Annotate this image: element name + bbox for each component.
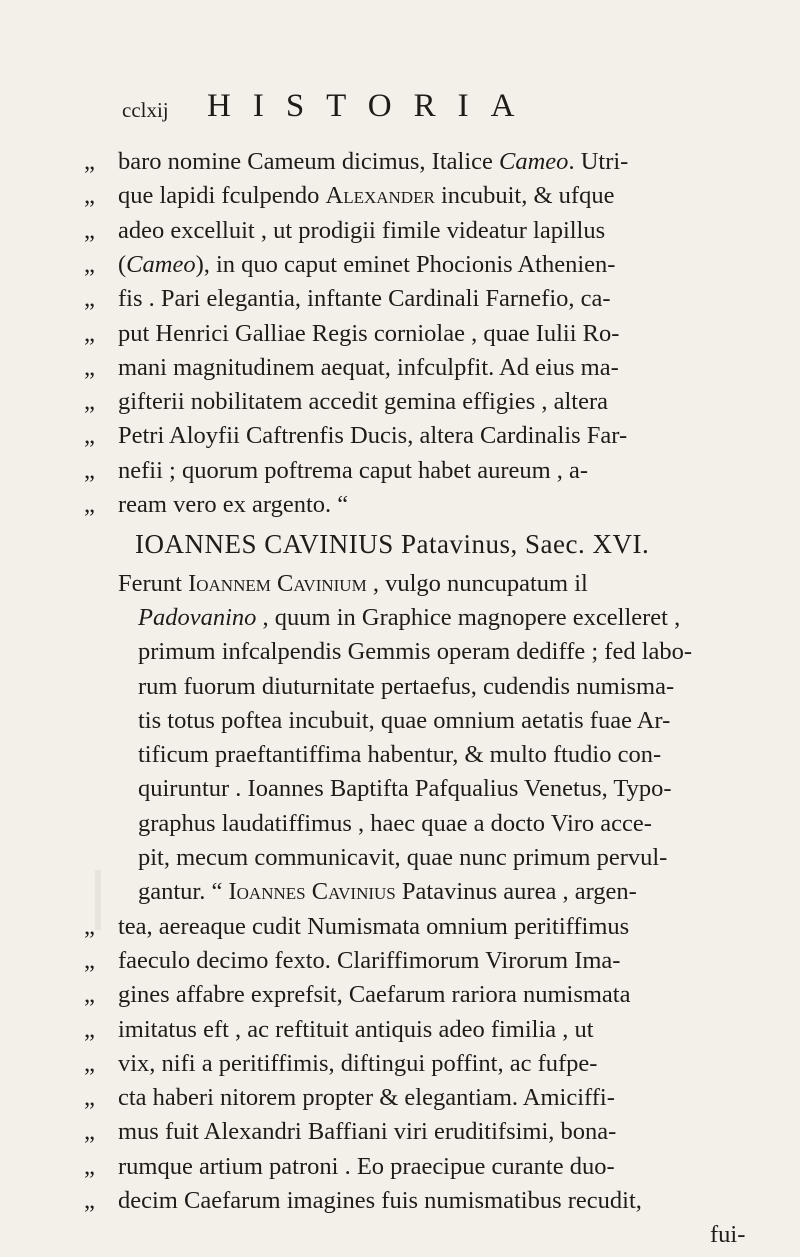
text-run: tificum praeftantiffima habentur, & multo ftudio con- <box>138 741 662 769</box>
text-run: fui- <box>710 1221 746 1249</box>
quoted-line <box>0 1013 594 1046</box>
quote-mark: „ <box>84 285 95 313</box>
page-number: cclxij <box>122 98 169 122</box>
text-line <box>0 704 670 737</box>
text-run: graphus laudatiffimus , haec quae a docto Viro acce- <box>138 809 652 837</box>
section-heading <box>0 528 649 561</box>
text-run: . Utri- <box>568 148 629 175</box>
quote-mark: „ <box>84 422 95 450</box>
text-run: Petri Aloyfii Caftrenfis Ducis, altera Cardinalis Far- <box>118 422 628 450</box>
text-run: mani magnitudinem aequat, infculpfit. Ad eius ma- <box>118 353 619 381</box>
quoted-line <box>0 910 629 943</box>
text-run: put Henrici Galliae Regis corniolae , quae Iulii Ro- <box>118 319 620 347</box>
text-line <box>0 841 667 874</box>
text-run: rumque artium patroni . Eo praecipue curante duo- <box>118 1152 615 1180</box>
quote-mark: „ <box>84 319 95 347</box>
text-run: ream vero ex argento. “ <box>118 491 349 518</box>
quote-mark: „ <box>84 981 95 1009</box>
quoted-line <box>0 351 619 384</box>
quote-mark: „ <box>84 912 95 940</box>
text-line <box>0 738 661 771</box>
text-run: IOANNES CAVINIUS Patavinus, Saec. XVI. <box>135 529 650 560</box>
text-run: Patavinus aurea , argen- <box>395 878 637 906</box>
quoted-line <box>0 419 627 452</box>
quoted-line <box>0 1081 615 1114</box>
text-run: tea, aereaque cudit Numismata omnium peritiffimus <box>118 912 630 940</box>
text-line <box>0 601 680 634</box>
text-run: Ioannes Cavinius <box>228 878 396 906</box>
running-header <box>122 88 682 132</box>
text-run: Cameo <box>126 250 196 278</box>
text-line <box>0 1218 745 1251</box>
text-line <box>0 807 652 840</box>
text-run: rum fuorum diuturnitate pertaefus, cudendis numisma- <box>138 672 675 700</box>
text-line <box>0 635 692 668</box>
text-run: , vulgo nuncupatum il <box>366 569 588 597</box>
quote-mark: „ <box>84 148 95 175</box>
quote-mark: „ <box>84 491 95 518</box>
quoted-line <box>0 978 630 1011</box>
quote-mark: „ <box>84 388 95 416</box>
quote-mark: „ <box>84 216 95 244</box>
text-run: quiruntur . Ioannes Baptifta Pafqualius Venetus, Typo- <box>138 775 672 803</box>
quote-mark: „ <box>84 1187 95 1214</box>
text-run: Padovanino <box>138 603 257 631</box>
text-run: cta haberi nitorem propter & elegantiam. Amiciffi- <box>118 1084 615 1112</box>
text-run: gifterii nobilitatem accedit gemina effigies , altera <box>118 388 609 416</box>
text-run: adeo excelluit , ut prodigii fimile videatur lapillus <box>118 216 606 244</box>
text-run: primum infcalpendis Gemmis operam dediffe ; fed labo- <box>138 638 693 666</box>
quoted-line <box>0 488 348 521</box>
text-run: nefii ; quorum poftrema caput habet aureum , a- <box>118 456 589 484</box>
text-run: , quum in Graphice magnopere excelleret , <box>256 603 681 631</box>
text-run: ), in quo caput eminet Phocionis Athenien- <box>195 250 616 278</box>
text-run: incubuit, & ufque <box>434 182 615 210</box>
text-run: baro nomine Cameum dicimus, Italice <box>118 148 500 175</box>
quote-mark: „ <box>84 1118 95 1146</box>
quote-mark: „ <box>84 250 95 278</box>
quoted-line <box>0 944 620 977</box>
quote-mark: „ <box>84 1084 95 1112</box>
text-run: Ioannem Cavinium <box>188 569 367 597</box>
quoted-line <box>0 1047 597 1080</box>
text-run: tis totus poftea incubuit, quae omnium aetatis fuae Ar- <box>138 706 671 734</box>
quote-mark: „ <box>84 1049 95 1077</box>
quote-mark: „ <box>84 1152 95 1180</box>
quote-mark: „ <box>84 182 95 210</box>
text-run: Alexander <box>325 182 435 210</box>
text-run: pit, mecum communicavit, quae nunc primum pervul- <box>138 844 668 871</box>
text-line <box>0 772 672 805</box>
quote-mark: „ <box>84 456 95 484</box>
text-line <box>0 670 674 703</box>
text-run: mus fuit Alexandri Baffiani viri eruditifsimi, bona- <box>118 1118 617 1146</box>
text-run: gines affabre exprefsit, Caefarum rariora numismata <box>118 981 631 1009</box>
quoted-line <box>0 145 628 178</box>
text-run: gantur. “ <box>138 878 229 906</box>
running-title: HISTORIA <box>207 88 537 124</box>
quote-mark: „ <box>84 946 95 974</box>
quoted-line <box>0 282 611 315</box>
quoted-line <box>0 1184 642 1217</box>
text-run: que lapidi fculpendo <box>118 182 326 210</box>
text-run: fis . Pari elegantia, inftante Cardinali Farnefio, ca- <box>118 285 611 313</box>
text-run: decim Caefarum imagines fuis numismatibus recudit, <box>118 1187 642 1214</box>
quoted-line <box>0 317 619 350</box>
quoted-line <box>0 214 605 247</box>
quoted-line <box>0 1150 615 1183</box>
text-run: imitatus eft , ac reftituit antiquis adeo fimilia , ut <box>118 1015 594 1043</box>
text-line <box>0 567 588 600</box>
text-run: Cameo <box>499 148 569 175</box>
text-run: faeculo decimo fexto. Clariffimorum Virorum Ima- <box>118 946 621 974</box>
text-run: vix, nifi a peritiffimis, diftingui poffint, ac fufpe- <box>118 1049 598 1077</box>
quoted-line <box>0 179 614 212</box>
quote-mark: „ <box>84 353 95 381</box>
text-run: ( <box>118 250 127 278</box>
quote-mark: „ <box>84 1015 95 1043</box>
text-line <box>0 875 637 908</box>
text-run: Ferunt <box>118 569 189 597</box>
quoted-line <box>0 454 588 487</box>
quoted-line <box>0 1115 616 1148</box>
quoted-line <box>0 385 608 418</box>
quoted-line <box>0 248 615 281</box>
